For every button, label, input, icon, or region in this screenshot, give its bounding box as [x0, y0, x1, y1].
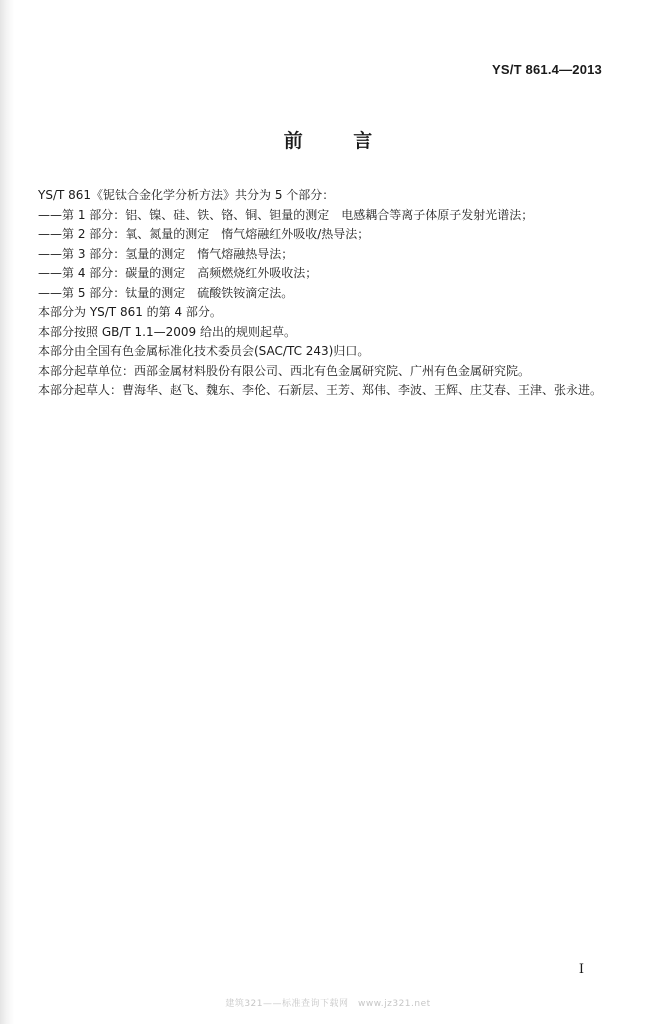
foreword-line-drafting-rules: 本部分按照 GB/T 1.1—2009 给出的规则起草。: [38, 324, 296, 339]
foreword-heading: 前 言: [283, 130, 395, 152]
page-number: I: [578, 962, 584, 977]
document-code: YS/T 861.4—2013: [492, 62, 602, 77]
foreword-line-drafting-units: 本部分起草单位：西部金属材料股份有限公司、西北有色金属研究院、广州有色金属研究院。: [38, 363, 531, 378]
foreword-line-part-5: ——第 5 部分：钛量的测定 硫酸铁铵滴定法。: [38, 285, 294, 300]
scan-edge-shadow: [0, 0, 14, 1024]
foreword-line-part-1: ——第 1 部分：铝、镍、硅、铁、铬、铜、钽量的测定 电感耦合等离子体原子发射光谱法；: [38, 207, 534, 222]
foreword-line-part-2: ——第 2 部分：氧、氮量的测定 惰气熔融红外吸收/热导法；: [38, 227, 370, 241]
foreword-body: [38, 186, 628, 401]
foreword-line-this-part: 本部分为 YS/T 861 的第 4 部分。: [38, 305, 222, 319]
foreword-line-part-3: ——第 3 部分：氢量的测定 惰气熔融热导法；: [38, 246, 294, 261]
foreword-line-drafters: 本部分起草人：曹海华、赵飞、魏东、李伦、石新层、王芳、郑伟、李波、王辉、庄艾春、王津、张永进。: [38, 383, 603, 397]
foreword-line-committee: 本部分由全国有色金属标准化技术委员会(SAC/TC 243)归口。: [38, 344, 370, 358]
foreword-line-intro: YS/T 861《铌钛合金化学分析方法》共分为 5 个部分：: [38, 188, 335, 202]
watermark-text: 建筑321——标准查询下载网 www.jz321.net: [225, 999, 431, 1009]
foreword-line-part-4: ——第 4 部分：碳量的测定 高频燃烧红外吸收法；: [38, 266, 318, 280]
